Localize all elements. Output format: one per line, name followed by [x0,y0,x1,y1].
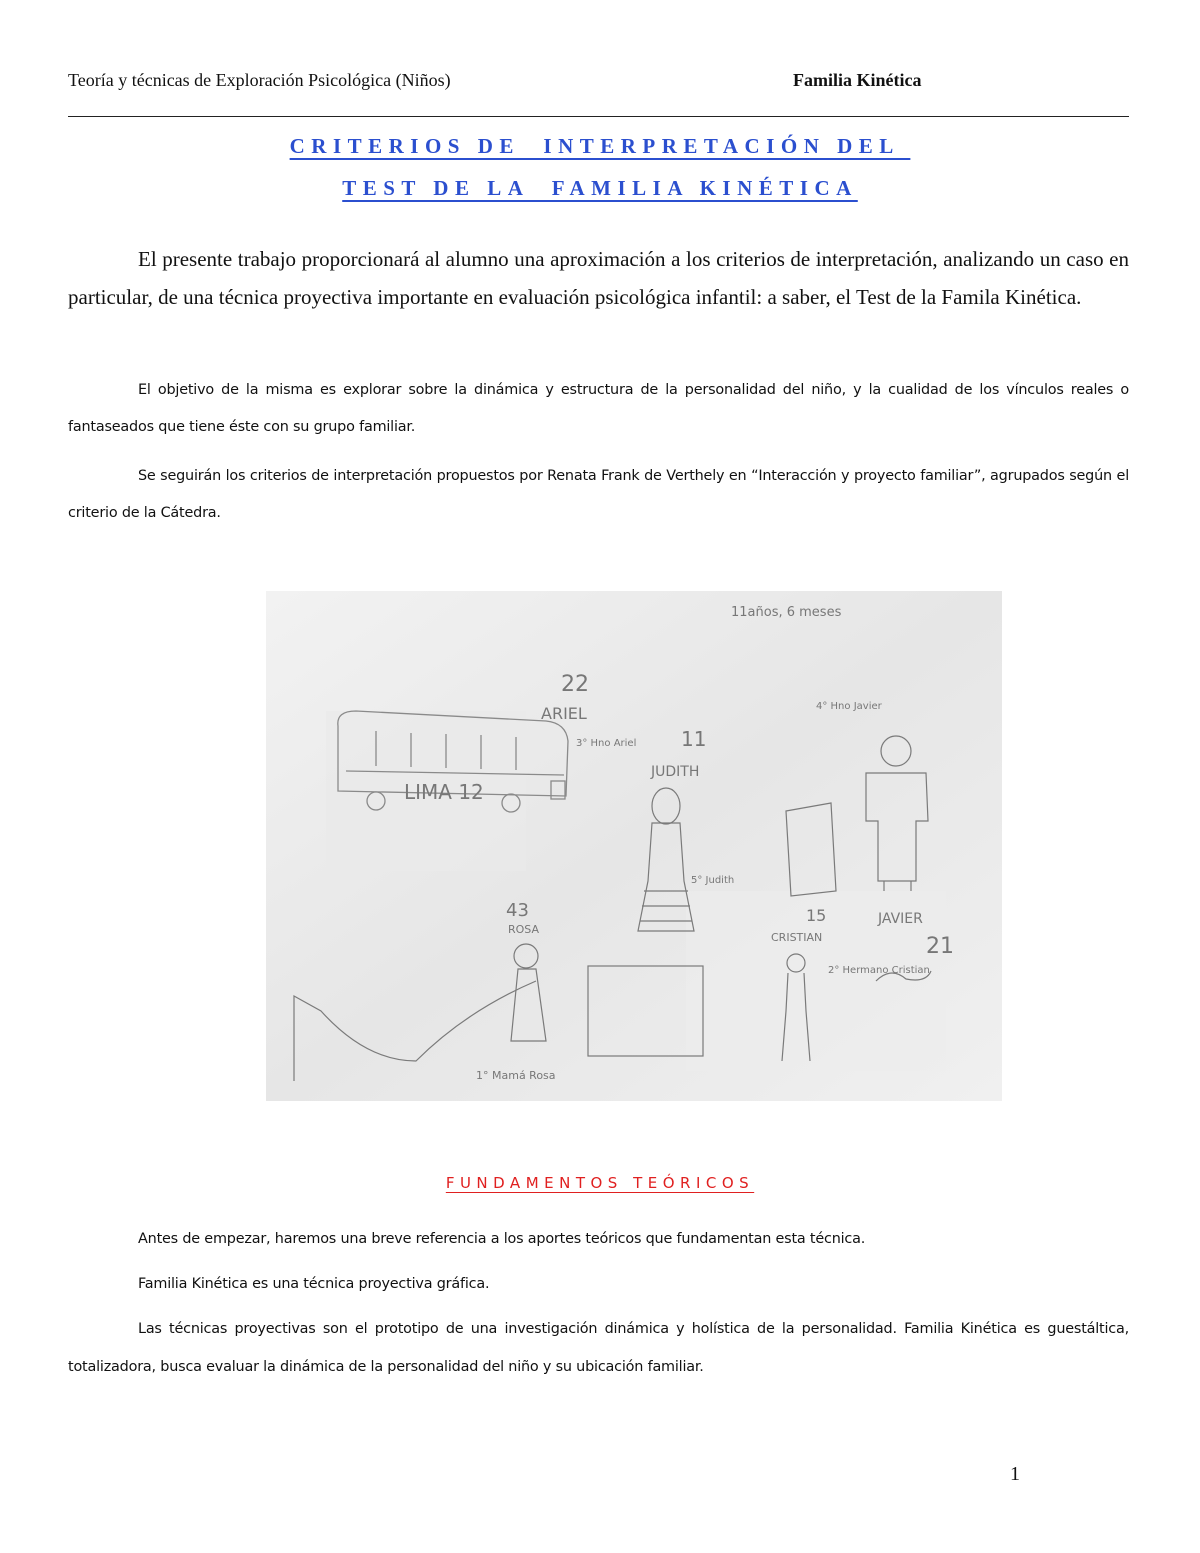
judith-age: 11 [681,727,707,751]
ariel-name: ARIEL [541,704,587,723]
section-paragraph-1 [68,1220,1129,1258]
objective-paragraph-text: El objetivo de la misma es explorar sobre la dinámica y estructura de la personalidad del niño, y la cualidad de los vínculos reales o fantaseados que tiene éste con su grupo familiar. [68,382,1129,435]
cristian-caption: 2° Hermano Cristian [828,965,930,976]
section-paragraph-3 [68,1310,1129,1386]
javier-age: 21 [926,934,954,959]
rosa-age: 43 [506,900,529,921]
criteria-paragraph-text: Se seguirán los criterios de interpretación propuestos por Renata Frank de Verthely en “Interacción y proyecto familiar”, agrupados según el criterio de la Cátedra. [68,468,1129,521]
section-paragraph-3-text: Las técnicas proyectivas son el prototipo de una investigación dinámica y holística de la personalidad. Familia Kinética es guestáltica, totalizadora, busca evaluar la dinámica de la personalidad del niño y su ubicación familiar. [68,1321,1129,1375]
judith-caption: 5° Judith [691,875,735,886]
javier-name: JAVIER [878,911,923,927]
cristian-age: 15 [806,906,827,925]
rosa-name: ROSA [508,923,540,936]
kinetic-family-drawing [266,591,1002,1101]
criteria-paragraph [68,458,1129,532]
page-number: 1 [1010,1463,1020,1485]
section-paragraph-2-text: Familia Kinética es una técnica proyectiva gráfica. [138,1276,490,1292]
intro-paragraph-text: El presente trabajo proporcionará al alumno una aproximación a los criterios de interpretación, analizando un caso en particular, de una técnica proyectiva importante en evaluación psicológica infantil: a saber, el Test de la Famila Kinética. [68,247,1129,309]
intro-paragraph [68,240,1129,316]
document-title-line-2: TEST DE LA FAMILIA KINÉTICA [342,176,858,200]
objective-paragraph [68,372,1129,446]
ariel-caption: 3° Hno Ariel [576,738,637,749]
section-paragraph-1-text: Antes de empezar, haremos una breve referencia a los aportes teóricos que fundamentan esta técnica. [138,1231,866,1247]
rosa-caption: 1° Mamá Rosa [476,1069,556,1082]
header-course-title: Teoría y técnicas de Exploración Psicológica (Niños) [68,70,451,90]
ariel-age: 22 [561,672,589,697]
header-topic: Familia Kinética [793,70,922,90]
javier-caption: 4° Hno Javier [816,701,882,712]
bus-destination: LIMA 12 [404,780,484,804]
age-note: 11años, 6 meses [731,605,842,620]
section-title: FUNDAMENTOS TEÓRICOS [445,1174,755,1192]
judith-name: JUDITH [651,764,700,780]
document-title-line-1: CRITERIOS DE INTERPRETACIÓN DEL [289,134,911,158]
section-paragraph-2 [68,1265,1129,1303]
cristian-name: CRISTIAN [771,931,823,944]
header-divider [68,116,1129,117]
